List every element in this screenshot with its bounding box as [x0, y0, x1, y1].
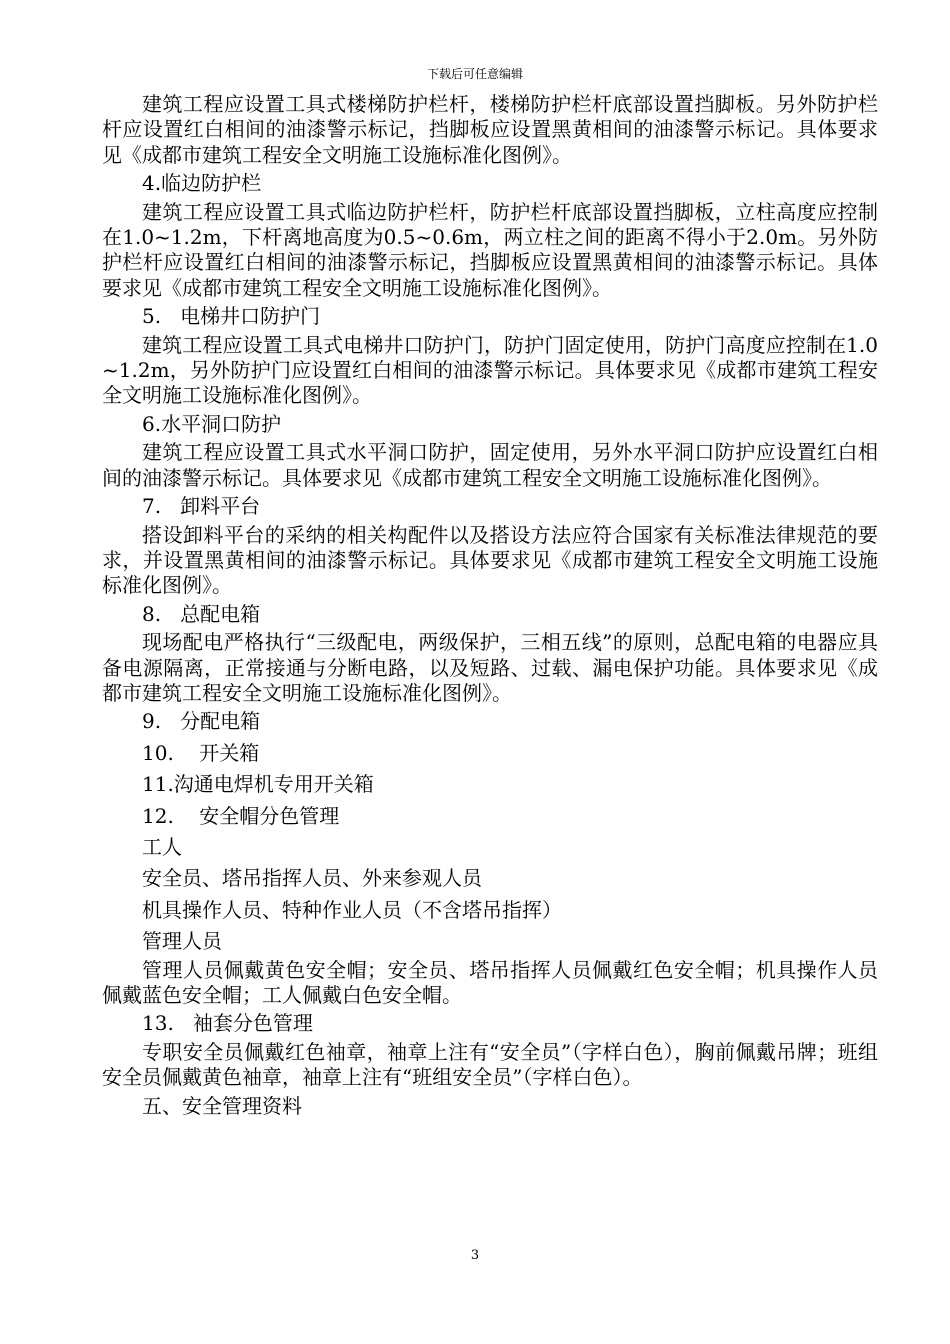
body-paragraph: 建筑工程应设置工具式水平洞口防护，固定使用，另外水平洞口防护应设置红白相间的油漆警示标记。具体要求见《成都市建筑工程安全文明施工设施标准化图例》。	[102, 440, 878, 490]
body-paragraph: 建筑工程应设置工具式临边防护栏杆，防护栏杆底部设置挡脚板，立柱高度应控制在1.0~1.2m，下杆离地高度为0.5~0.6m，两立柱之间的距离不得小于2.0m。另外防护栏杆应设置红白相间的油漆警示标记，挡脚板应设置黑黄相间的油漆警示标记。具体要求见《成都市建筑工程安全文明施工设施标准化图例》。	[102, 199, 878, 300]
section-heading: 4.临边防护栏	[142, 171, 262, 196]
section-heading: 12. 安全帽分色管理	[142, 803, 340, 828]
document-body	[102, 92, 878, 1122]
section-heading: 6.水平洞口防护	[142, 411, 282, 436]
section-heading: 10. 开关箱	[142, 740, 260, 765]
page-number: 3	[470, 1248, 480, 1263]
body-paragraph: 搭设卸料平台的采纳的相关构配件以及搭设方法应符合国家有关标准法律规范的要求，并设置黑黄相间的油漆警示标记。具体要求见《成都市建筑工程安全文明施工设施标准化图例》。	[102, 522, 878, 598]
body-paragraph: 建筑工程应设置工具式电梯井口防护门，防护门固定使用，防护门高度应控制在1.0~1.2m，另外防护门应设置红白相间的油漆警示标记。具体要求见《成都市建筑工程安全文明施工设施标准化图例》。	[102, 332, 878, 408]
section-heading: 11.沟通电焊机专用开关箱	[142, 772, 374, 797]
section-heading: 9. 分配电箱	[142, 709, 261, 734]
body-paragraph: 建筑工程应设置工具式楼梯防护栏杆，楼梯防护栏杆底部设置挡脚板。另外防护栏杆应设置红白相间的油漆警示标记，挡脚板应设置黑黄相间的油漆警示标记。具体要求见《成都市建筑工程安全文明施工设施标准化图例》。	[102, 92, 878, 167]
section-heading: 管理人员	[142, 929, 222, 954]
section-heading: 7. 卸料平台	[142, 494, 261, 519]
body-paragraph: 专职安全员佩戴红色袖章，袖章上注有“安全员”（字样白色），胸前佩戴吊牌；班组安全员佩戴黄色袖章，袖章上注有“班组安全员”（字样白色）。	[102, 1039, 878, 1090]
section-heading: 工人	[142, 834, 182, 859]
page-header: 下载后可任意编辑	[426, 67, 523, 81]
section-heading: 8. 总配电箱	[142, 601, 261, 626]
body-paragraph: 管理人员佩戴黄色安全帽；安全员、塔吊指挥人员佩戴红色安全帽；机具操作人员佩戴蓝色安全帽；工人佩戴白色安全帽。	[102, 957, 878, 1007]
section-heading: 机具操作人员、特种作业人员（不含塔吊指挥）	[142, 897, 562, 922]
section-heading: 13. 袖套分色管理	[142, 1011, 313, 1036]
section-heading: 五、安全管理资料	[142, 1093, 302, 1118]
body-paragraph: 现场配电严格执行“三级配电，两级保护，三相五线”的原则，总配电箱的电器应具备电源隔离，正常接通与分断电路，以及短路、过载、漏电保护功能。具体要求见《成都市建筑工程安全文明施工设施标准化图例》。	[102, 630, 878, 705]
section-heading: 5. 电梯井口防护门	[142, 304, 321, 329]
section-heading: 安全员、塔吊指挥人员、外来参观人员	[142, 866, 482, 891]
